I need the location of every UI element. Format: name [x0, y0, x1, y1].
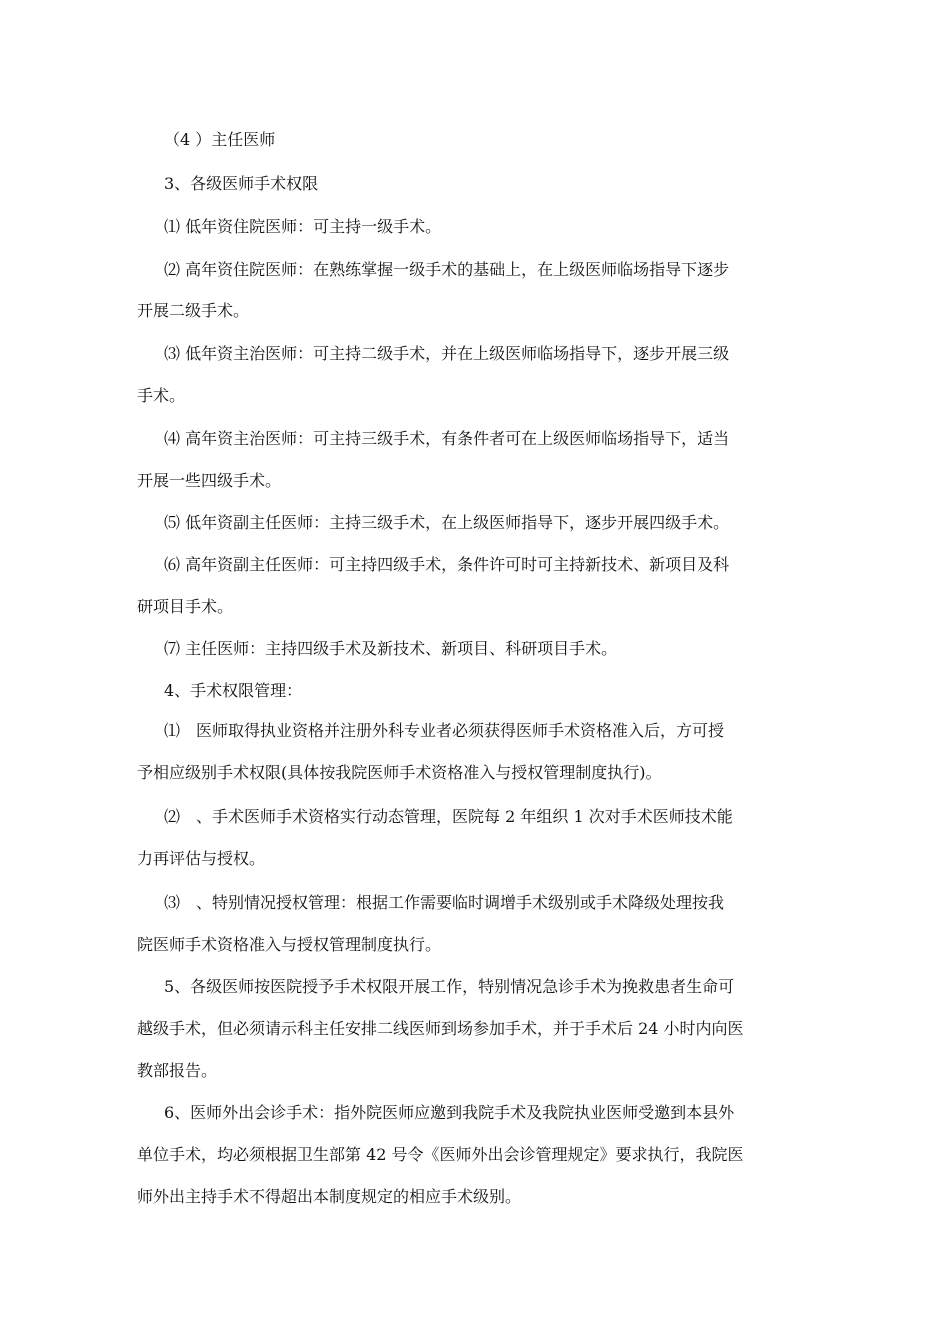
paragraph-15-line-3: 师外出主持手术不得超出本制度规定的相应手术级别。	[137, 1187, 522, 1206]
paragraph-14-line-2: 越级手术，但必须请示科主任安排二线医师到场参加手术，并于手术后 24 小时内向医	[137, 1019, 744, 1038]
paragraph-15-line-2: 单位手术，均必须根据卫生部第 42 号令《医师外出会诊管理规定》要求执行，我院医	[137, 1145, 744, 1164]
paragraph-8-line-1: ⑹ 高年资副主任医师：可主持四级手术，条件许可时可主持新技术、新项目及科	[164, 555, 730, 574]
paragraph-6-line-2: 开展一些四级手术。	[137, 471, 282, 490]
paragraph-11-line-1: ⑴ 医师取得执业资格并注册外科专业者必须获得医师手术资格准入后，方可授	[164, 721, 725, 740]
paragraph-4-line-1: ⑵ 高年资住院医师：在熟练掌握一级手术的基础上，在上级医师临场指导下逐步	[164, 260, 730, 279]
paragraph-12-line-2: 力再评估与授权。	[137, 849, 266, 868]
paragraph-13-line-1: ⑶ 、特别情况授权管理：根据工作需要临时调增手术级别或手术降级处理按我	[164, 893, 725, 912]
paragraph-11-line-2: 予相应级别手术权限(具体按我院医师手术资格准入与授权管理制度执行)。	[137, 763, 662, 782]
paragraph-5-line-1: ⑶ 低年资主治医师：可主持二级手术，并在上级医师临场指导下，逐步开展三级	[164, 344, 730, 363]
paragraph-4-line-2: 开展二级手术。	[137, 301, 250, 320]
paragraph-12-line-1: ⑵ 、手术医师手术资格实行动态管理，医院每 2 年组织 1 次对手术医师技术能	[164, 807, 733, 826]
paragraph-8-line-2: 研项目手术。	[137, 597, 234, 616]
paragraph-2-line-1: 3、各级医师手术权限	[164, 174, 319, 193]
paragraph-9-line-1: ⑺ 主任医师：主持四级手术及新技术、新项目、科研项目手术。	[164, 639, 618, 658]
paragraph-15-line-1: 6、医师外出会诊手术：指外院医师应邀到我院手术及我院执业医师受邀到本县外	[164, 1103, 735, 1122]
paragraph-7-line-1: ⑸ 低年资副主任医师：主持三级手术，在上级医师指导下，逐步开展四级手术。	[164, 513, 730, 532]
paragraph-10-line-1: 4、手术权限管理：	[164, 681, 303, 700]
paragraph-1-line-1: （4 ）主任医师	[164, 130, 276, 149]
paragraph-14-line-1: 5、各级医师按医院授予手术权限开展工作，特别情况急诊手术为挽救患者生命可	[164, 977, 735, 996]
paragraph-3-line-1: ⑴ 低年资住院医师：可主持一级手术。	[164, 217, 442, 236]
paragraph-13-line-2: 院医师手术资格准入与授权管理制度执行。	[137, 935, 442, 954]
paragraph-6-line-1: ⑷ 高年资主治医师：可主持三级手术，有条件者可在上级医师临场指导下，适当	[164, 429, 730, 448]
paragraph-14-line-3: 教部报告。	[137, 1061, 218, 1080]
paragraph-5-line-2: 手术。	[137, 386, 186, 405]
